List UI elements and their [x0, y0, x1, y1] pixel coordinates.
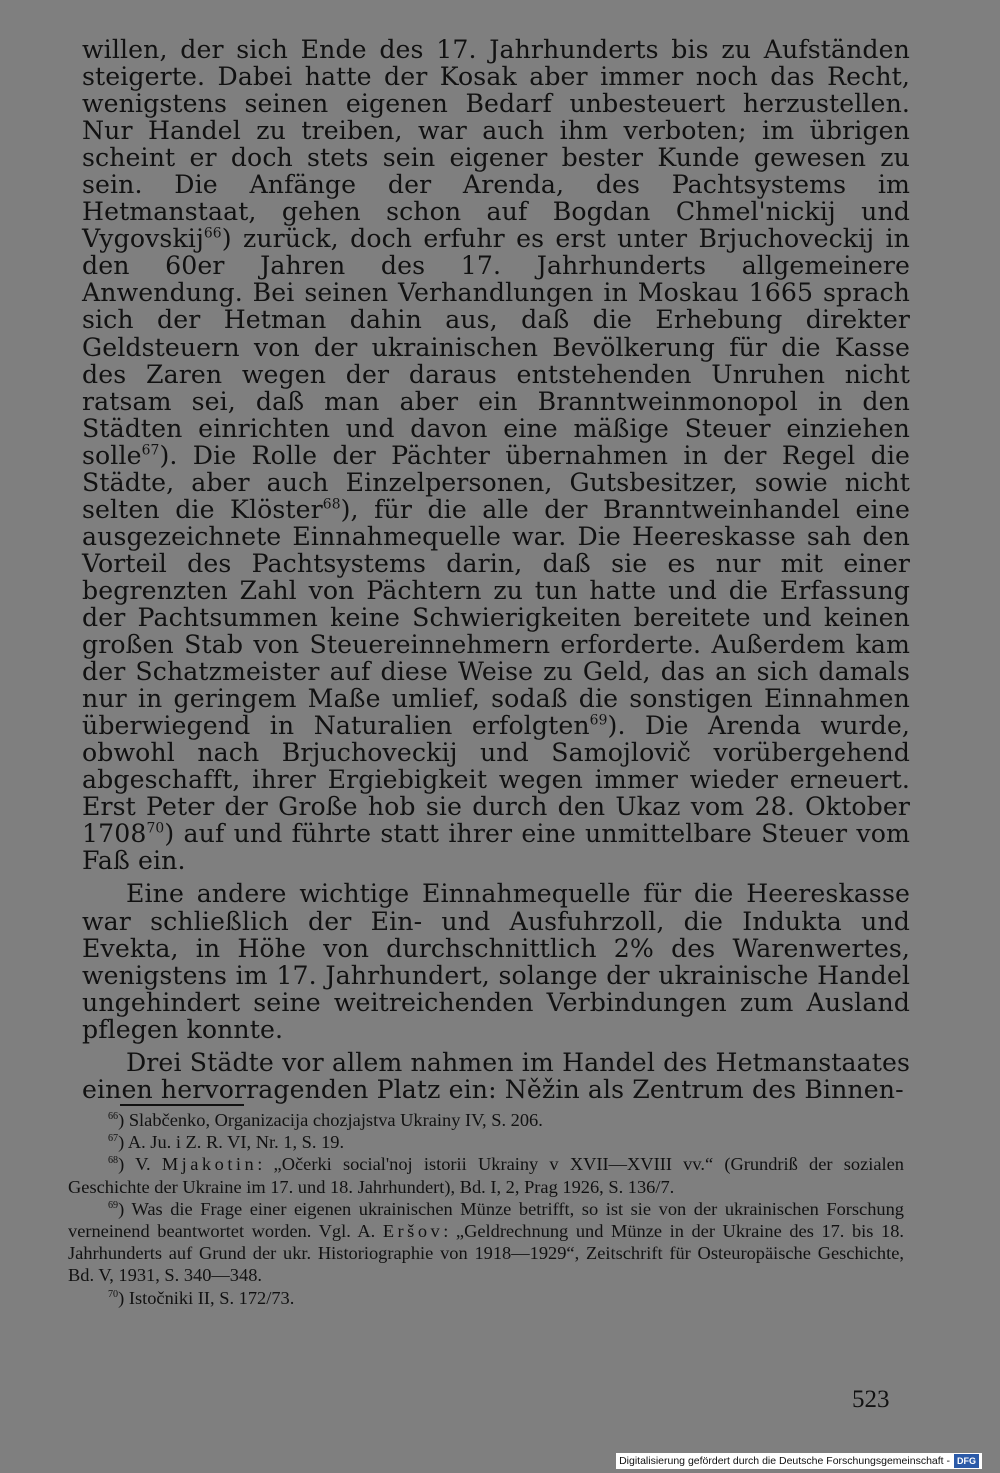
footnote-ref-67[interactable]: 67	[141, 442, 160, 459]
footnote-69-author: Eršov	[382, 1221, 444, 1242]
footnote-69: $^{69}$) Was die Frage einer eigenen ukrainischen Münze betrifft, so ist sie von der ukrainischen Forschung verneinend beantwortet worden. Vgl. A. Eršov: „Geldrechnung und Münze in der Ukraine des 17. bis 18. Jahrhunderts auf Grund der ukr. Historiographie von 1918—1929“, Zeitschrift für Osteuropäische Geschichte, Bd. V, 1931, S. 340—348.	[68, 1198, 904, 1286]
footnote-66: $^{66}$) Slabčenko, Organizacija chozjajstva Ukrainy IV, S. 206.	[108, 1110, 543, 1130]
page-number: 523	[852, 1386, 890, 1413]
footnote-ref-66[interactable]: 66	[203, 225, 222, 242]
footnotes	[68, 1109, 904, 1309]
paragraph-3: Drei Städte vor allem nahmen im Handel des Hetmanstaates einen hervorragenden Platz ein: Něžin als Zentrum des Binnen-	[82, 1047, 910, 1104]
footnote-ref-68[interactable]: 68	[322, 496, 341, 513]
credit-text: Digitalisierung gefördert durch die Deutsche Forschungsgemeinschaft -	[619, 1455, 950, 1467]
footnote-68-author: Mjakotin	[161, 1154, 258, 1175]
footnote-divider	[120, 1104, 244, 1106]
paragraph-1: willen, der sich Ende des 17. Jahrhunderts bis zu Aufständen steigerte. Dabei hatte der Kosak aber immer noch das Recht, wenigstens seinen eigenen Bedarf unbesteuert herzustellen. Nur Handel zu treiben, war auch ihm verboten; im übrigen scheint er doch stets sein eigener bester Kunde gewesen zu sein. Die Anfänge der Arenda, des Pachtsystems im Hetmanstaat, gehen schon auf Bogdan Chmel'nickij und Vygovskij$^{66}$) zurück, doch erfuhr es erst unter Brjuchoveckij in den 60er Jahren des 17. Jahrhunderts allgemeinere Anwendung. Bei seinen Verhandlungen in Moskau 1665 sprach sich der Hetman dahin aus, daß die Erhebung direkter Geldsteuern von der ukrainischen Bevölkerung für die Kasse des Zaren wegen der daraus entstehenden Unruhen nicht ratsam sei, daß man aber ein Branntweinmonopol in den Städten einrichten und davon eine mäßige Steuer einziehen solle$^{67}$). Die Rolle der Pächter übernahmen in der Regel die Städte, aber auch Einzelpersonen, Gutsbesitzer, sowie nicht selten die Klöster$^{68}$), für die alle der Branntweinhandel eine ausgezeichnete Einnahmequelle war. Die Heereskasse sah den Vorteil des Pachtsystems darin, daß sie es nur mit einer begrenzten Zahl von Pächtern zu tun hatte und die Erfassung der Pachtsummen keine Schwierigkeiten bereitete und keinen großen Stab von Steuereinnehmern erforderte. Außerdem kam der Schatzmeister auf diese Weise zu Geld, das an sich damals nur in geringem Maße umlief, sodaß die sonstigen Einnahmen überwiegend in Naturalien erfolgten$^{69}$). Die Arenda wurde, obwohl nach Brjuchoveckij und Samojlovič vorübergehend abgeschafft, ihrer Ergiebigkeit wegen immer wieder erneuert. Erst Peter der Große hob sie durch den Ukaz vom 28. Oktober 1708$^{70}$) auf und führte statt ihrer eine unmittelbare Steuer vom Faß ein.	[82, 35, 910, 876]
footnote-68: $^{68}$) V. Mjakotin: „Očerki social'noj istorii Ukrainy v XVII—XVIII vv.“ (Grundriß der sozialen Geschichte der Ukraine im 17. und 18. Jahrhundert), Bd. I, 2, Prag 1926, S. 136/7.	[68, 1154, 904, 1197]
footnote-ref-70[interactable]: 70	[146, 820, 165, 837]
dfg-logo-icon: DFG	[954, 1454, 979, 1468]
footnote-70: $^{70}$) Istočniki II, S. 172/73.	[108, 1287, 295, 1308]
paragraph-2: Eine andere wichtige Einnahmequelle für die Heereskasse war schließlich der Ein- und Ausfuhrzoll, die Indukta und Evekta, in Höhe von durchschnittlich 2% des Warenwertes, wenigstens im 17. Jahrhundert, solange der ukrainische Handel ungehindert seine weitreichenden Verbindungen zum Ausland pflegen konnte.	[82, 879, 910, 1044]
footnote-67: $^{67}$) A. Ju. i Z. R. VI, Nr. 1, S. 19.	[108, 1132, 345, 1153]
main-text	[82, 36, 910, 1103]
footnote-ref-69[interactable]: 69	[589, 712, 608, 729]
digitization-credit	[616, 1453, 982, 1469]
